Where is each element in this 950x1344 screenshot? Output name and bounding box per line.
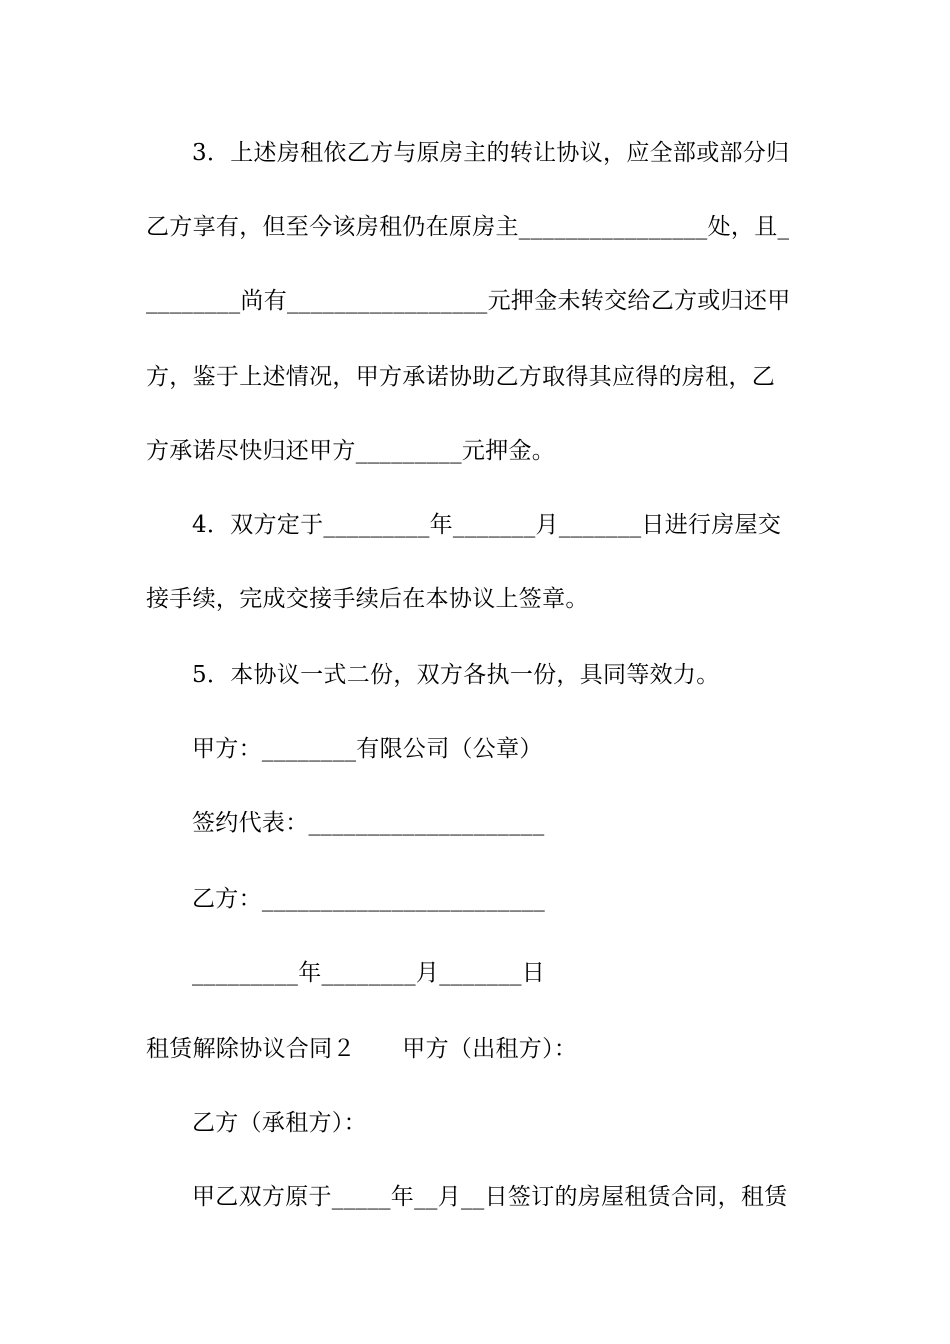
clause-5: 5．本协议一式二份，双方各执一份，具同等效力。 [192, 662, 720, 688]
clause-4-line-2: 接手续，完成交接手续后在本协议上签章。 [146, 586, 589, 612]
clause-3-line-4: 方，鉴于上述情况，甲方承诺协助乙方取得其应得的房租，乙 [146, 364, 776, 390]
clause-3-line-2: 乙方享有，但至今该房租仍在原房主________________处，且_ [146, 214, 790, 240]
clause-3-line-5: 方承诺尽快归还甲方_________元押金。 [146, 438, 556, 464]
clause-4-line-1: 4．双方定于_________年_______月_______日进行房屋交 [192, 512, 782, 538]
contract-2-body-line-1: 甲乙双方原于_____年__月__日签订的房屋租赁合同，租赁 [192, 1184, 788, 1210]
clause-3-line-3: ________尚有_________________元押金未转交给乙方或归还甲 [146, 288, 791, 314]
contract-2-party-b: 乙方（承租方）： [192, 1110, 367, 1136]
date-line: _________年________月_______日 [192, 960, 546, 986]
clause-3-line-1: 3．上述房租依乙方与原房主的转让协议，应全部或部分归 [192, 140, 790, 166]
party-a-signature-line: 甲方：________有限公司（公章） [192, 736, 543, 762]
contract-2-heading: 租赁解除协议合同２ 甲方（出租方）： [146, 1036, 578, 1062]
party-b-signature-line: 乙方：________________________ [192, 886, 546, 912]
representative-signature-line: 签约代表：____________________ [192, 810, 545, 836]
